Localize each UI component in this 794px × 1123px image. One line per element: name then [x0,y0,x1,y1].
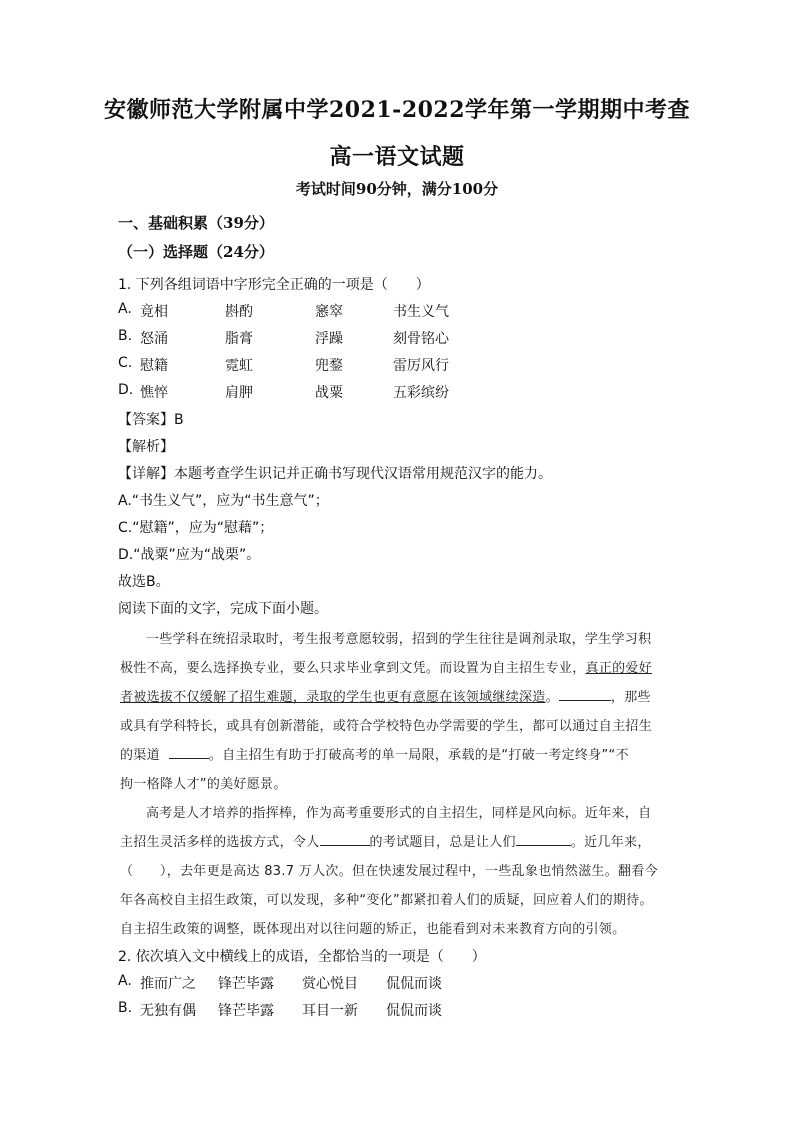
passage-line: 或具有学科特长，或具有创新潜能，或符合学校特色办学需要的学生，都可以通过自主招生 [120,719,653,734]
passage-text: 的考试题目，总是让人们 [369,835,516,850]
option-word: 竟相 [140,304,168,320]
option-word: 怒涌 [140,331,168,347]
option-letter: C. [118,355,133,371]
exam-subtitle: 高一语文试题 [329,144,465,170]
explain-line: A.“书生义气”，应为“书生意气”； [118,493,329,509]
option-word: 五彩缤纷 [393,385,449,401]
passage-text: 。近几年来， [570,835,651,850]
detail-text: 【详解】本题考查学生识记并正确书写现代汉语常用规范汉字的能力。 [118,466,552,482]
option-word: 锋芒毕露 [218,976,274,992]
reading-prompt: 阅读下面的文字，完成下面小题。 [118,601,328,617]
option-word: 锋芒毕露 [218,1003,274,1019]
passage-line [120,657,652,676]
option-letter: A. [118,301,132,317]
option-word: 脂膏 [225,331,253,347]
option-word: 耳目一新 [302,1003,358,1019]
fill-blank [559,686,611,701]
section-heading: 一、基础积累（39分） [118,214,274,232]
conclusion-text: 故选B。 [118,574,170,590]
option-word: 浮躁 [315,331,343,347]
answer-label: 【答案】B [118,412,184,428]
fill-blank [516,831,571,846]
option-word: 斟酌 [225,304,253,320]
option-word: 霓虹 [225,358,253,374]
option-letter: B. [118,328,133,344]
passage-line [120,686,651,705]
option-word: 侃侃而谈 [386,976,442,992]
passage-line [120,831,651,850]
exam-title: 安徽师范大学附属中学2021-2022学年第一学期期中考查 [103,97,691,123]
option-word: 憔悴 [140,385,168,401]
option-letter: A. [118,973,132,989]
explain-line: C.“慰籍”，应为“慰藉”； [118,520,274,536]
passage-text: 。 [545,690,559,705]
passage-line [120,744,629,763]
option-word: 书生义气 [393,304,449,320]
option-word: 兜鍪 [315,358,343,374]
option-word: 战粟 [315,385,343,401]
passage-text: 主招生灵活多样的选拔方式，令人 [120,835,320,850]
passage-text: 的渠道 [120,748,160,763]
option-word: 慰籍 [140,358,168,374]
option-word: 无独有偶 [140,1003,196,1019]
underlined-text: 真正的爱好 [585,661,653,676]
passage-line: 自主招生政策的调整，既体现出对以往问题的矫正，也能看到对未来教育方向的引领。 [120,922,626,937]
question-2-stem: 2. 依次填入文中横线上的成语，全都恰当的一项是（ ） [118,949,486,965]
option-word: 侃侃而谈 [386,1003,442,1019]
option-word: 雷厉风行 [393,358,449,374]
option-word: 推而广之 [140,976,196,992]
fill-blank [169,744,209,759]
underlined-text: 者被选拔不仅缓解了招生难题，录取的学生也更有意愿在该领域继续深造 [120,690,546,705]
analysis-label: 【解析】 [118,439,174,455]
passage-line: 高考是人才培养的指挥棒，作为高考重要形式的自主招生，同样是风向标。近年来，自 [146,806,652,821]
passage-text: 极性不高，要么选择换专业，要么只求毕业拿到文凭。而设置为自主招生专业， [120,661,586,676]
passage-line: 一些学科在统招录取时，考生报考意愿较弱，招到的学生往往是调剂录取，学生学习积 [146,632,652,647]
passage-line: 拘一格降人才”的美好愿景。 [120,777,287,792]
option-word: 肩胛 [225,385,253,401]
passage-line: 年各高校自主招生政策，可以发现，多种“变化”都紧扣着人们的质疑，回应着人们的期待。 [120,893,653,908]
question-1-stem: 1. 下列各组词语中字形完全正确的一项是（ ） [118,277,430,293]
passage-line: （ ），去年更是高达 83.7 万人次。但在快速发展过程中，一些乱象也悄然滋生。翻看今 [120,864,658,879]
fill-blank [320,831,370,846]
passage-text: 。自主招生有助于打破高考的单一局限，承载的是“打破一考定终身”“不 [208,748,629,763]
option-word: 赏心悦目 [302,976,358,992]
option-letter: D. [118,382,134,398]
option-word: 刻骨铭心 [393,331,449,347]
option-word: 窸窣 [315,304,343,320]
passage-text: ，那些 [610,690,651,705]
subsection-heading: （一）选择题（24分） [118,243,274,261]
option-letter: B. [118,1000,133,1016]
exam-info: 考试时间90分钟，满分100分 [295,180,499,198]
explain-line: D.“战粟”应为“战栗”。 [118,547,261,563]
